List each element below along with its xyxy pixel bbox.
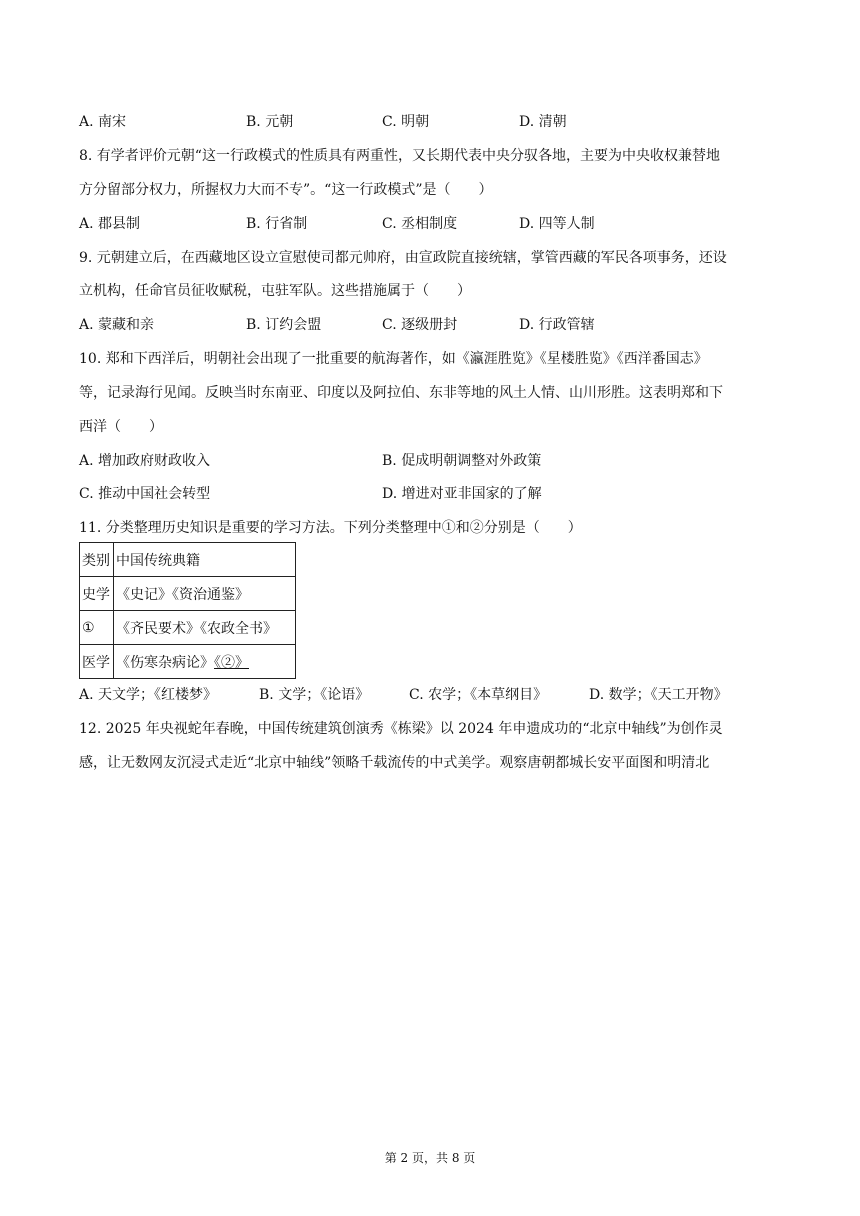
- table-cell: 《齐民要术》《农政全书》: [114, 611, 296, 645]
- q12-stem-line-2: 感，让无数网友沉浸式走近“北京中轴线”领略千载流传的中式美学。观察唐朝都城长安平面图和明清北: [79, 755, 710, 771]
- table-cell: 类别: [80, 543, 114, 577]
- table-cell: ①: [80, 611, 114, 645]
- blank-2: 《②》: [214, 654, 249, 671]
- q7-option-b: B. 元朝: [246, 114, 294, 130]
- q11-option-b: B. 文学；《论语》: [259, 687, 370, 703]
- table-cell: 《史记》《资治通鉴》: [114, 577, 296, 611]
- table-cell: [114, 645, 296, 679]
- q10-stem-line-3: 西洋（ ）: [79, 419, 163, 435]
- q8-option-a: A. 郡县制: [79, 216, 141, 232]
- q9-option-c: C. 逐级册封: [382, 317, 458, 333]
- q9-stem-line-1: 9. 元朝建立后，在西藏地区设立宣慰使司都元帅府，由宣政院直接统辖，掌管西藏的军民各项事务，还设: [79, 250, 727, 266]
- q9-option-a: A. 蒙藏和亲: [79, 317, 155, 333]
- q10-option-c: C. 推动中国社会转型: [79, 486, 211, 502]
- q8-option-c: C. 丞相制度: [382, 216, 458, 232]
- q10-option-d: D. 增进对亚非国家的了解: [382, 486, 542, 502]
- q11-option-a: A. 天文学；《红楼梦》: [79, 687, 218, 703]
- q10-stem-line-2: 等，记录海行见闻。反映当时东南亚、印度以及阿拉伯、东非等地的风土人情、山川形胜。这表明郑和下: [79, 385, 723, 401]
- table-cell: 中国传统典籍: [114, 543, 296, 577]
- table-row: [80, 645, 296, 679]
- q10-option-a: A. 增加政府财政收入: [79, 453, 211, 469]
- q10-stem-line-1: 10. 郑和下西洋后，明朝社会出现了一批重要的航海著作，如《瀛涯胜览》《星楼胜览》《西洋番国志》: [79, 351, 708, 367]
- q10-option-b: B. 促成明朝调整对外政策: [382, 453, 542, 469]
- q7-option-a: A. 南宋: [79, 114, 127, 130]
- table-row: [80, 611, 296, 645]
- q8-option-b: B. 行省制: [246, 216, 308, 232]
- q12-stem-line-1: 12. 2025 年央视蛇年春晚，中国传统建筑创演秀《栋梁》以 2024 年申遗成功的“北京中轴线”为创作灵: [79, 721, 723, 737]
- table-row: [80, 577, 296, 611]
- table-cell: 医学: [80, 645, 114, 679]
- q7-option-c: C. 明朝: [382, 114, 430, 130]
- q7-option-d: D. 清朝: [519, 114, 567, 130]
- q9-option-d: D. 行政管辖: [519, 317, 595, 333]
- q8-stem-line-1: 8. 有学者评价元朝“这一行政模式的性质具有两重性，又长期代表中央分驭各地，主要为中央收权兼替地: [79, 148, 720, 164]
- q9-stem-line-2: 立机构，任命官员征收赋税，屯驻军队。这些措施属于（ ）: [79, 283, 471, 299]
- table-cell: 史学: [80, 577, 114, 611]
- q8-stem-line-2: 方分留部分权力，所握权力大而不专”。“这一行政模式”是（ ）: [79, 182, 493, 198]
- table-row: [80, 543, 296, 577]
- q8-option-d: D. 四等人制: [519, 216, 595, 232]
- q9-option-b: B. 订约会盟: [246, 317, 322, 333]
- page-footer: 第 2 页，共 8 页: [384, 1151, 476, 1165]
- q11-option-c: C. 农学；《本草纲目》: [409, 687, 548, 703]
- classification-table: [79, 542, 296, 679]
- q11-stem: 11. 分类整理历史知识是重要的学习方法。下列分类整理中①和②分别是（ ）: [79, 520, 582, 536]
- q11-option-d: D. 数学；《天工开物》: [589, 687, 728, 703]
- table-cell-text: 《伤寒杂病论》: [116, 654, 214, 671]
